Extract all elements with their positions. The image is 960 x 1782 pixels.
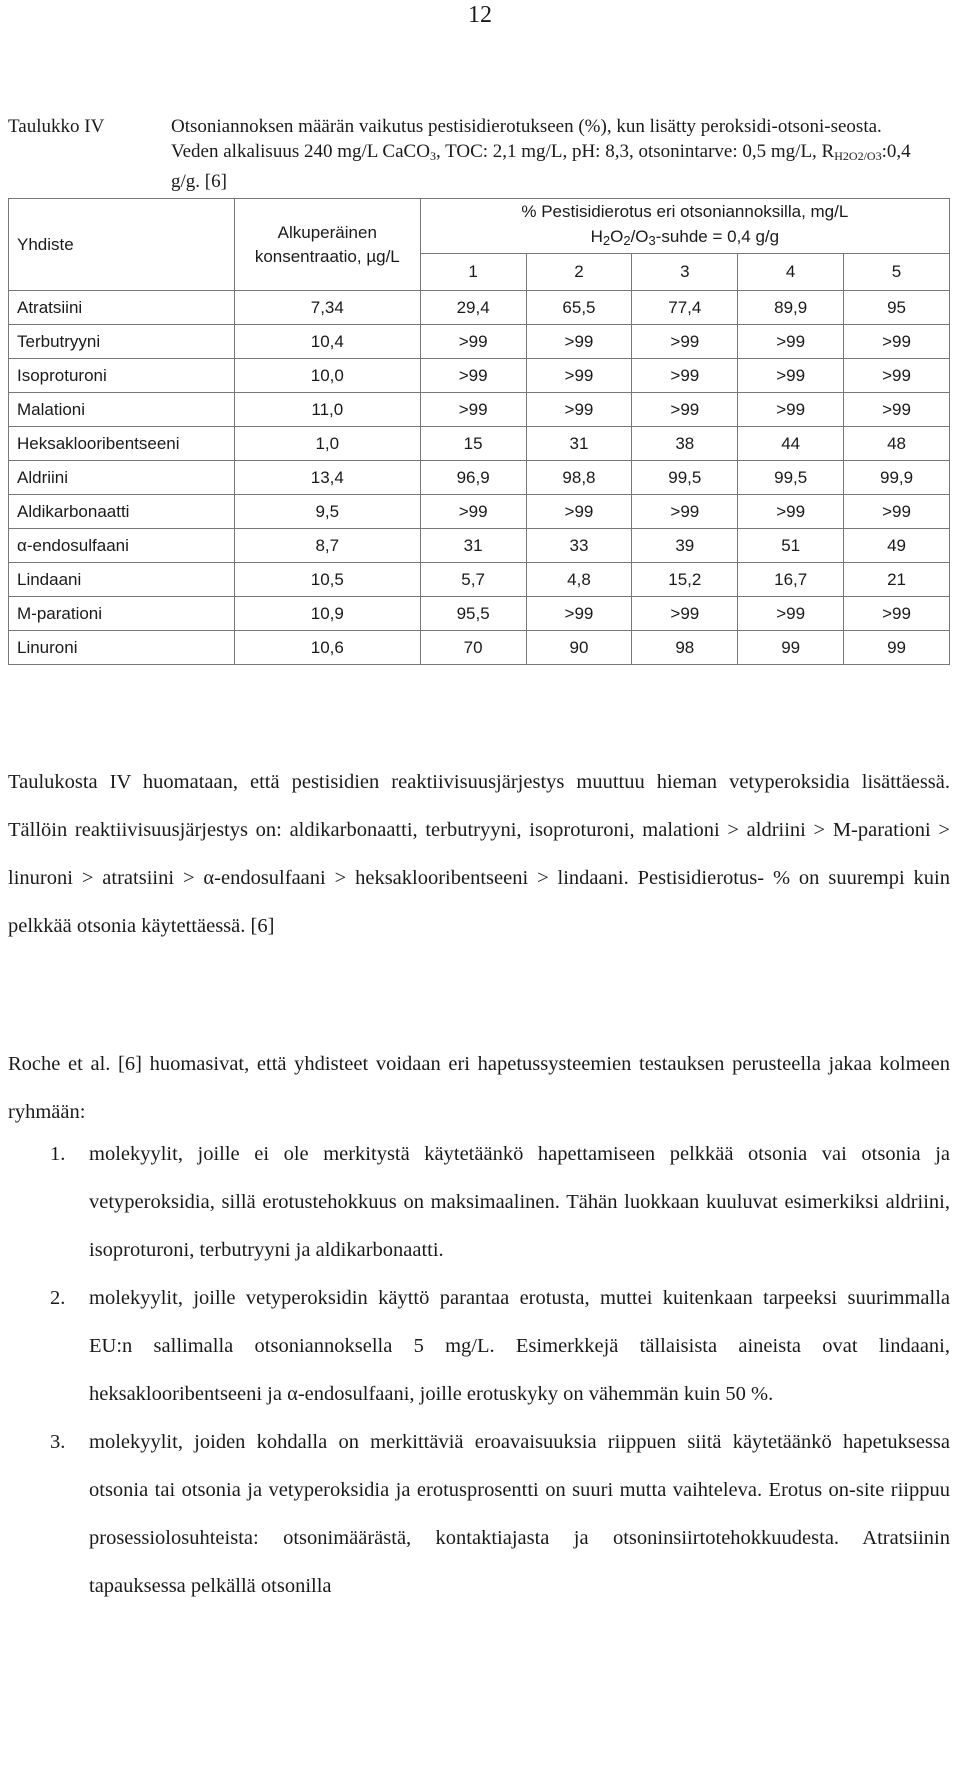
cell-value: 99 — [844, 631, 950, 665]
table-caption-label: Taulukko IV — [8, 116, 105, 137]
cell-value: >99 — [844, 359, 950, 393]
cell-value: 99,5 — [632, 461, 738, 495]
cell-value: 29,4 — [420, 291, 526, 325]
cell-value: >99 — [632, 359, 738, 393]
cell-value: 99,5 — [738, 461, 844, 495]
header-dose: 1 — [420, 254, 526, 291]
cell-compound: Aldriini — [9, 461, 235, 495]
list-item — [8, 1418, 950, 1610]
cell-value: 98 — [632, 631, 738, 665]
list-item-number: 2. — [50, 1287, 66, 1309]
cell-value: 15,2 — [632, 563, 738, 597]
cell-value: 96,9 — [420, 461, 526, 495]
cell-value: >99 — [632, 597, 738, 631]
ratio-sub-2b: 2 — [623, 233, 631, 248]
table-row — [9, 427, 950, 461]
cell-value: >99 — [526, 393, 632, 427]
list-item-text: molekyylit, joiden kohdalla on merkittäviä eroavaisuuksia riippuen siitä käytetäänkö hapetuksessa otsonia tai otsonia ja vetyperoksidia ja erotusprosentti on suuri mutta vaihteleva. Erotus on-site riippuu prosessiolosuhteista: otsonimäärästä, kontaktiajasta ja otsoninsiirtotehokkuudesta. Atratsiinin tapauksessa pelkällä otsonilla — [89, 1431, 950, 1597]
header-compound: Yhdiste — [9, 199, 235, 291]
ratio-sub-2a: 2 — [602, 233, 611, 248]
cell-value: 15 — [420, 427, 526, 461]
table-row — [9, 563, 950, 597]
cell-compound: Terbutryyni — [9, 325, 235, 359]
cell-value: >99 — [420, 495, 526, 529]
list-item-text: molekyylit, joille ei ole merkitystä käytetäänkö hapettamiseen pelkkää otsonia vai otsonia ja vetyperoksidia, sillä erotustehokkuus on maksimaalinen. Tähän luokkaan kuuluvat esimerkiksi aldriini, isoproturoni, terbutryyni ja aldikarbonaatti. — [89, 1143, 950, 1261]
ratio-sub-3: 3 — [648, 233, 656, 248]
cell-value: >99 — [632, 393, 738, 427]
cell-value: 89,9 — [738, 291, 844, 325]
cell-value: 77,4 — [632, 291, 738, 325]
cell-concentration: 10,9 — [234, 597, 420, 631]
table-row — [9, 529, 950, 563]
cell-value: 48 — [844, 427, 950, 461]
cell-value: 65,5 — [526, 291, 632, 325]
cell-value: >99 — [420, 393, 526, 427]
cell-concentration: 7,34 — [234, 291, 420, 325]
cell-concentration: 1,0 — [234, 427, 420, 461]
table-caption-text — [171, 114, 931, 194]
pesticide-removal-table — [8, 198, 950, 665]
table-row — [9, 495, 950, 529]
cell-value: 31 — [526, 427, 632, 461]
cell-compound: Heksaklooribentseeni — [9, 427, 235, 461]
cell-value: 21 — [844, 563, 950, 597]
cell-concentration: 11,0 — [234, 393, 420, 427]
cell-value: >99 — [526, 597, 632, 631]
cell-value: 39 — [632, 529, 738, 563]
list-item-text: molekyylit, joille vetyperoksidin käyttö parantaa erotusta, muttei kuitenkaan tarpeeksi suurimmalla EU:n sallimalla otsoniannoksella 5 mg/L. Esimerkkejä tällaisista aineista ovat lindaani, heksaklooribentseeni ja α-endosulfaani, joille erotuskyky on vähemmän kuin 50 %. — [89, 1287, 950, 1405]
cell-concentration: 8,7 — [234, 529, 420, 563]
header-ratio — [420, 225, 949, 254]
table-row — [9, 325, 950, 359]
cell-value: 44 — [738, 427, 844, 461]
table-row — [9, 359, 950, 393]
cell-value: 70 — [420, 631, 526, 665]
header-dose: 2 — [526, 254, 632, 291]
table-row — [9, 291, 950, 325]
cell-value: 33 — [526, 529, 632, 563]
cell-compound: M-parationi — [9, 597, 235, 631]
cell-value: >99 — [844, 495, 950, 529]
header-dose: 3 — [632, 254, 738, 291]
list-item — [8, 1274, 950, 1418]
cell-value: 16,7 — [738, 563, 844, 597]
cell-value: >99 — [738, 495, 844, 529]
list-item — [8, 1130, 950, 1274]
caption-text-part3: :0,4 g/g. [6] — [171, 141, 911, 192]
table-row — [9, 461, 950, 495]
cell-value: >99 — [738, 393, 844, 427]
cell-value: >99 — [420, 325, 526, 359]
cell-compound: Malationi — [9, 393, 235, 427]
header-dose: 4 — [738, 254, 844, 291]
cell-value: 5,7 — [420, 563, 526, 597]
cell-value: >99 — [632, 495, 738, 529]
cell-concentration: 9,5 — [234, 495, 420, 529]
cell-value: 99 — [738, 631, 844, 665]
cell-concentration: 10,0 — [234, 359, 420, 393]
header-removal-by-dose: % Pestisidierotus eri otsoniannoksilla, mg/L — [420, 199, 949, 226]
cell-value: 38 — [632, 427, 738, 461]
cell-value: 51 — [738, 529, 844, 563]
cell-concentration: 10,6 — [234, 631, 420, 665]
cell-value: >99 — [632, 325, 738, 359]
ratio-h: H — [590, 227, 603, 246]
cell-value: >99 — [526, 359, 632, 393]
list-item-number: 1. — [50, 1143, 66, 1165]
caption-text-part1: Otsoniannoksen määrän vaikutus pestisidierotukseen (%), kun lisätty peroksidi-otsoni-seosta. Veden alkalisuus 240 mg/L CaCO — [171, 116, 882, 162]
table-row — [9, 597, 950, 631]
cell-value: 90 — [526, 631, 632, 665]
cell-concentration: 10,4 — [234, 325, 420, 359]
cell-concentration: 10,5 — [234, 563, 420, 597]
molecule-groups-list — [8, 1130, 950, 1610]
ratio-o: O — [610, 227, 624, 246]
cell-value: >99 — [526, 325, 632, 359]
ratio-o3: /O — [630, 227, 649, 246]
header-dose: 5 — [844, 254, 950, 291]
cell-value: >99 — [844, 393, 950, 427]
table-row — [9, 631, 950, 665]
cell-value: >99 — [738, 325, 844, 359]
cell-value: 98,8 — [526, 461, 632, 495]
cell-value: 31 — [420, 529, 526, 563]
list-item-number: 3. — [50, 1431, 66, 1453]
cell-value: >99 — [738, 597, 844, 631]
header-initial-concentration — [234, 199, 420, 291]
cell-compound: Isoproturoni — [9, 359, 235, 393]
cell-value: >99 — [526, 495, 632, 529]
paragraph-reactivity-order: Taulukosta IV huomataan, että pestisidien reaktiivisuusjärjestys muuttuu hieman vetyperoksidia lisättäessä. Tällöin reaktiivisuusjärjestys on: aldikarbonaatti, terbutryyni, isoproturoni, malationi > aldriini > M-parationi > linuroni > atratsiini > α-endosulfaani > heksaklooribentseeni > lindaani. Pestisidierotus- % on suurempi kuin pelkkää otsonia käytettäessä. [6] — [8, 771, 950, 937]
page-number: 12 — [468, 2, 492, 28]
paragraph-roche-intro: Roche et al. [6] huomasivat, että yhdisteet voidaan eri hapetussysteemien testauksen perusteella jakaa kolmeen ryhmään: — [8, 1053, 950, 1123]
cell-value: 95 — [844, 291, 950, 325]
cell-value: 49 — [844, 529, 950, 563]
header-conc-line1: Alkuperäinen — [277, 222, 377, 242]
table-row — [9, 393, 950, 427]
caption-text-part2: , TOC: 2,1 mg/L, pH: 8,3, otsonintarve: 0,5 mg/L, R — [435, 141, 835, 162]
cell-compound: α-endosulfaani — [9, 529, 235, 563]
cell-compound: Aldikarbonaatti — [9, 495, 235, 529]
cell-value: 4,8 — [526, 563, 632, 597]
cell-compound: Linuroni — [9, 631, 235, 665]
header-conc-line2: konsentraatio, µg/L — [254, 246, 400, 266]
cell-value: >99 — [844, 597, 950, 631]
caption-subscript-caco3: 3 — [429, 149, 436, 163]
cell-concentration: 13,4 — [234, 461, 420, 495]
cell-value: >99 — [738, 359, 844, 393]
cell-value: 99,9 — [844, 461, 950, 495]
cell-compound: Lindaani — [9, 563, 235, 597]
cell-value: 95,5 — [420, 597, 526, 631]
cell-value: >99 — [844, 325, 950, 359]
cell-compound: Atratsiini — [9, 291, 235, 325]
ratio-rest: -suhde = 0,4 g/g — [655, 227, 780, 246]
cell-value: >99 — [420, 359, 526, 393]
caption-subscript-ratio: H2O2/O3 — [834, 149, 882, 163]
